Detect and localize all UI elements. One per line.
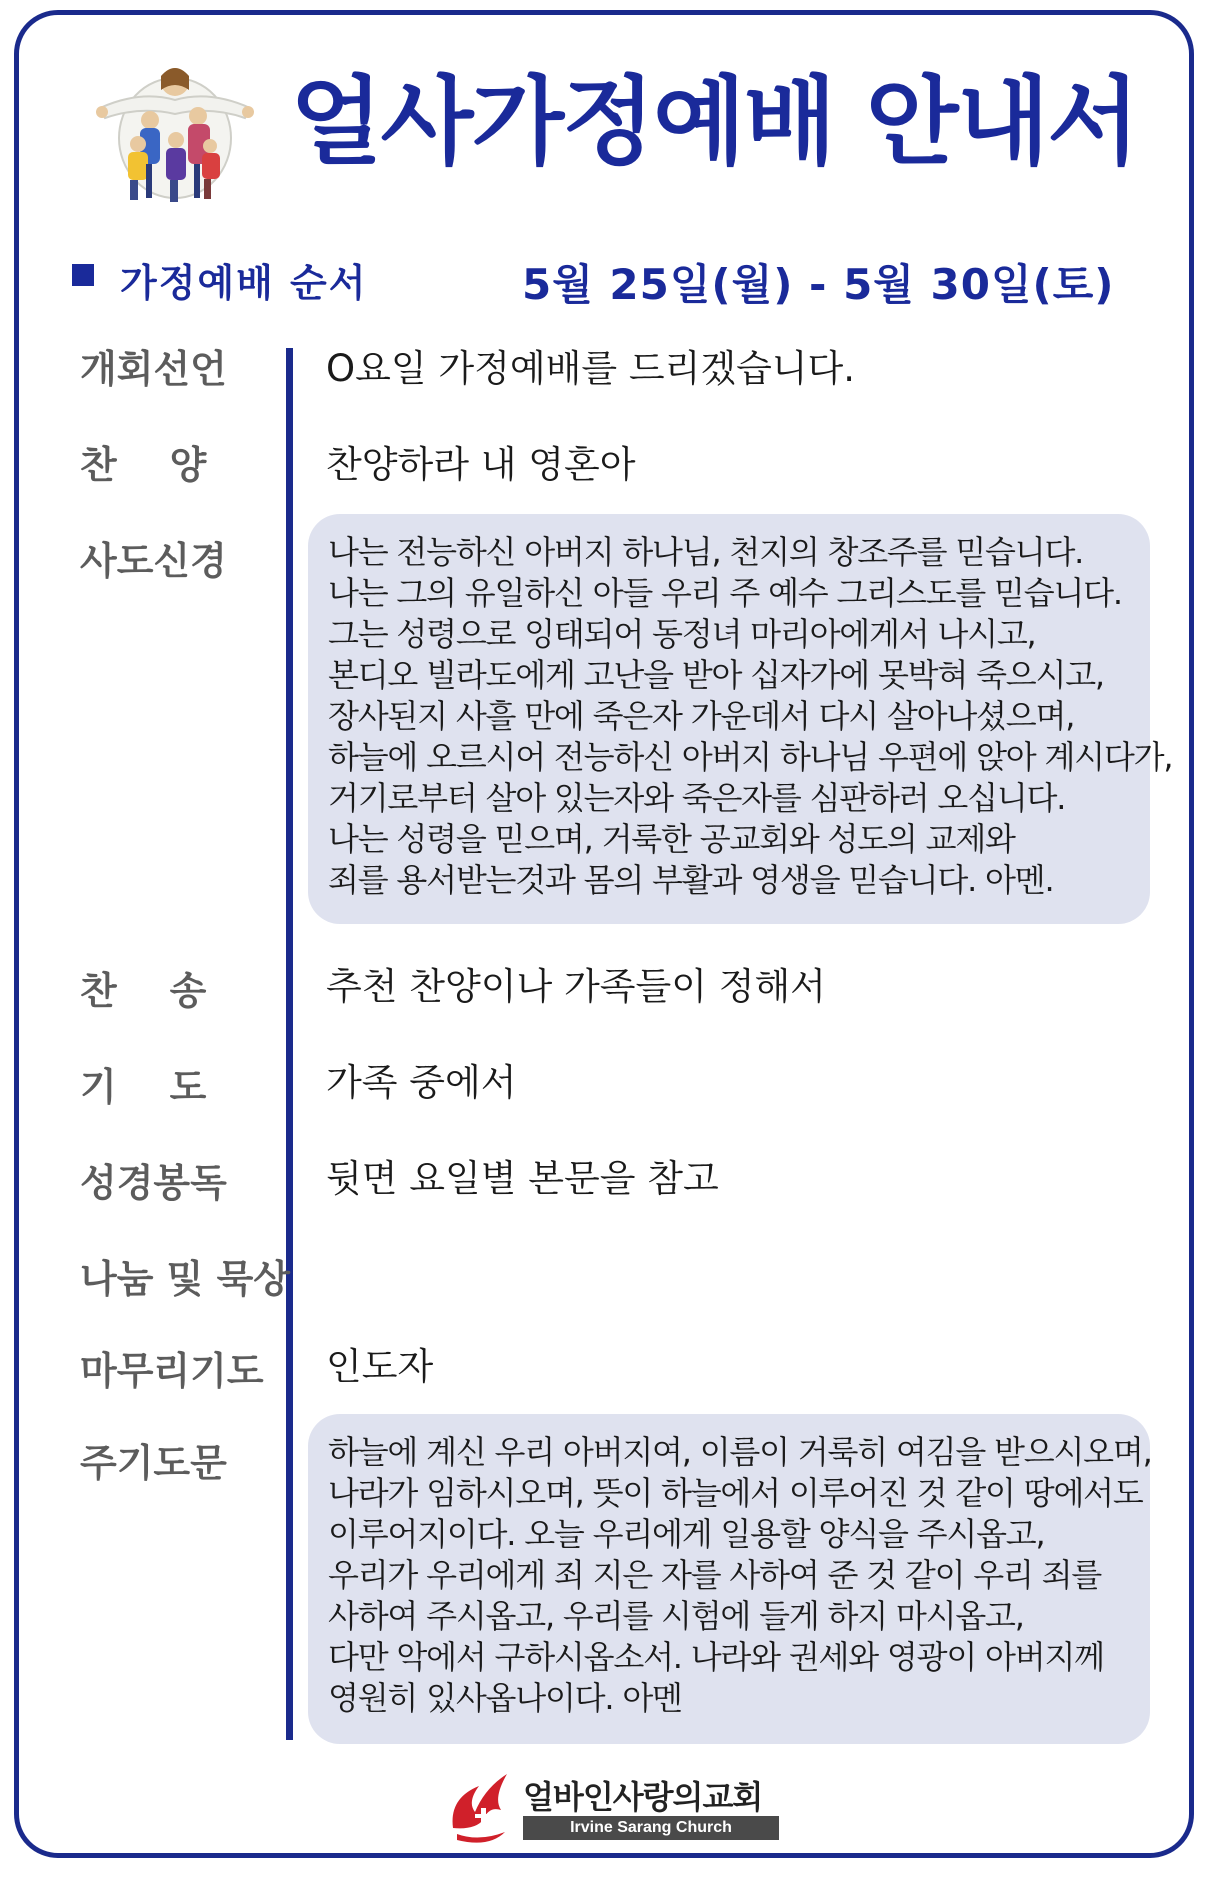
creed-line: 장사된지 사흘 만에 죽은자 가운데서 다시 살아나셨으며, — [328, 697, 1075, 735]
value-scripture-reading: 뒷면 요일별 본문을 참고 — [326, 1157, 719, 1200]
creed-line: 나는 그의 유일하신 아들 우리 주 예수 그리스도를 믿습니다. — [328, 574, 1122, 612]
prayer-line: 이루어지이다. 오늘 우리에게 일용할 양식을 주시옵고, — [328, 1515, 1045, 1553]
creed-line: 죄를 용서받는것과 몸의 부활과 영생을 믿습니다. 아멘. — [328, 861, 1054, 899]
prayer-line: 우리가 우리에게 죄 지은 자를 사하여 준 것 같이 우리 죄를 — [328, 1556, 1102, 1594]
value-closing-prayer: 인도자 — [326, 1345, 434, 1388]
lords-prayer-box — [308, 1414, 1150, 1744]
value-hymn: 추천 찬양이나 가족들이 정해서 — [326, 965, 826, 1008]
family-jesus-illustration — [90, 60, 260, 210]
label-praise: 찬 양 — [80, 443, 207, 487]
church-logo — [445, 1768, 785, 1848]
creed-line: 하늘에 오르시어 전능하신 아버지 하나님 우편에 앉아 계시다가, — [328, 738, 1173, 776]
church-name: 얼바인사랑의교회 — [523, 1778, 763, 1816]
value-prayer: 가족 중에서 — [326, 1061, 517, 1104]
page-title: 얼사가정예배 안내서 — [290, 66, 1139, 178]
apostles-creed-box — [308, 514, 1173, 924]
creed-line: 나는 성령을 믿으며, 거룩한 공교회와 성도의 교제와 — [328, 820, 1015, 858]
label-prayer: 기 도 — [80, 1065, 207, 1109]
prayer-line: 하늘에 계신 우리 아버지여, 이름이 거룩히 여김을 받으시오며, — [328, 1433, 1152, 1471]
label-closing-prayer: 마무리기도 — [80, 1349, 264, 1393]
label-lords-prayer: 주기도문 — [80, 1441, 227, 1485]
label-hymn: 찬 송 — [80, 969, 207, 1013]
flame-cross-icon — [445, 1768, 515, 1848]
creed-line: 그는 성령으로 잉태되어 동정녀 마리아에게서 나시고, — [328, 615, 1036, 653]
section-title: 가정예배 순서 — [120, 261, 368, 305]
prayer-line: 영원히 있사옵나이다. 아멘 — [328, 1679, 682, 1717]
date-range: 5월 25일(월) - 5월 30일(토) — [522, 260, 1115, 309]
creed-line: 나는 전능하신 아버지 하나님, 천지의 창조주를 믿습니다. — [328, 533, 1084, 571]
prayer-line: 나라가 임하시오며, 뜻이 하늘에서 이루어진 것 같이 땅에서도 — [328, 1474, 1143, 1512]
creed-line: 거기로부터 살아 있는자와 죽은자를 심판하러 오십니다. — [328, 779, 1066, 817]
label-apostles-creed: 사도신경 — [80, 539, 227, 583]
vertical-divider — [286, 348, 293, 1740]
section-header — [72, 252, 1132, 312]
label-opening: 개회선언 — [80, 347, 227, 391]
square-bullet-icon — [72, 264, 94, 286]
value-praise: 찬양하라 내 영혼아 — [326, 443, 636, 486]
creed-line: 본디오 빌라도에게 고난을 받아 십자가에 못박혀 죽으시고, — [328, 656, 1104, 694]
value-opening: O요일 가정예배를 드리겠습니다. — [326, 347, 856, 390]
church-name-english: Irvine Sarang Church — [523, 1816, 779, 1840]
label-sharing-meditation: 나눔 및 묵상 — [80, 1257, 290, 1301]
prayer-line: 사하여 주시옵고, 우리를 시험에 들게 하지 마시옵고, — [328, 1597, 1024, 1635]
prayer-line: 다만 악에서 구하시옵소서. 나라와 권세와 영광이 아버지께 — [328, 1638, 1104, 1676]
label-scripture-reading: 성경봉독 — [80, 1161, 227, 1205]
